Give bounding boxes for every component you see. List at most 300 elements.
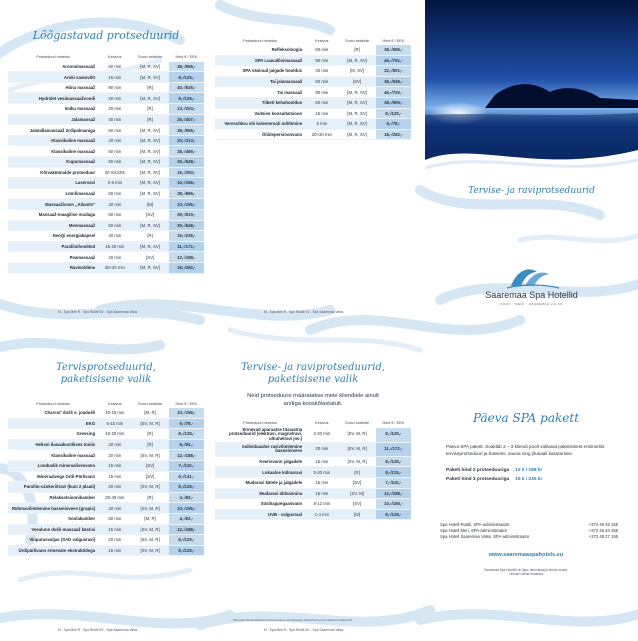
price-row-3 [428,477,624,482]
table-cell: Tai jalamassaaž [215,76,305,87]
table-cell: [R] [131,429,168,440]
table-cell: 60 min [305,45,338,55]
table-cell: 90 min [98,82,131,93]
table-cell: 15 min [305,477,338,488]
table-row [215,108,411,119]
table-cell: Keerisvann jalgadele [215,456,305,467]
table-cell: 15 min [98,545,131,556]
panel5-title-line1: Tervise- ja raviprotseduurid, [241,362,385,373]
table-cell: [SV] [131,460,168,471]
table-cell: [R] [131,82,168,93]
table-cell: 60 min [98,209,131,220]
panel5-title-line2: paketisisene valik [267,373,359,385]
table-cell: Süsihappegaasvann [215,499,305,510]
table-cell: 5 min [305,119,338,130]
table-row [8,220,204,231]
table-cell: 8,-/125,- [169,482,204,493]
table-cell: Parafiin-ozokeriitravi (kuni 2 plaati) [8,482,98,493]
table-cell: [M, R, SV] [131,167,168,178]
health-procedures-table [8,399,204,556]
table-cell: Relaksatsioonikamber [8,492,98,503]
table-row [8,460,204,471]
table-cell: 13,-/203,- [169,104,204,115]
table-cell: [M, R, SV] [131,62,168,72]
table-cell: [M] [131,199,168,210]
table-row [8,209,204,220]
table-cell: 20 min [98,482,131,493]
table-row [215,129,411,140]
table-cell: 15 min [305,108,338,119]
panel1-title: Lõõgastavad protseduurid [32,29,180,42]
table-cell: 12,-/188,- [169,252,204,263]
table-cell: 38,-/595,- [376,97,411,108]
table-cell: 38,-/595,- [376,45,411,55]
column-header: Hind € / EEK [175,401,198,406]
night-lake-photo [425,0,638,175]
brand-logo-icon [503,262,563,292]
treatment-procedures-panel [215,362,411,602]
table-cell: [SV, M, R] [131,535,168,546]
table-cell: 20+20 min [305,129,338,140]
table-cell: 5,-/78,- [169,418,204,429]
table-cell: 35,-/548,- [376,76,411,87]
table-row [8,135,204,146]
hotel-contact-row [440,534,618,540]
table-cell: [SV] [338,76,375,87]
table-cell: [SV] [131,209,168,220]
table-cell: [R] [131,492,168,503]
table-cell: [SV, M] [338,488,375,499]
table-row [8,262,204,273]
table-cell: Klassikaline massaaž [8,146,98,157]
table-row [215,499,411,510]
table-row [215,456,411,467]
table-row [8,439,204,450]
table-cell: [M, SV] [338,66,375,77]
table-cell: [SV, M, R] [131,524,168,535]
column-header: Soovi andekte [138,401,163,406]
table-cell: 9,-/141,- [169,471,204,482]
column-header: Hind € / EEK [382,421,405,426]
table-cell: Gressing [8,429,98,440]
website-link[interactable]: www.saaremaaspahotels.eu [488,551,564,558]
table-cell: 60 min [305,97,338,108]
table-cell: [M, R, SV] [131,93,168,104]
table-cell: [SV] [131,252,168,263]
table-cell: [R] [338,45,375,55]
table-cell: [SV, M, R] [338,442,375,456]
cover-subtitle: Tervise- ja raviprotseduurid [468,186,595,196]
table-cell: 10,-/156,- [169,178,204,189]
panel5-footnote-2: M - Spa Meri R - Spa Rüütli SV - Spa Saaremaa Valss [264,628,344,632]
table-row [8,199,204,210]
table-cell: 60 min [98,156,131,167]
price-3-value: 15 € / 235 kr [515,476,543,482]
table-cell: 18,-/282,- [376,129,411,140]
table-cell: 8,-/125,- [169,429,204,440]
table-cell: Massaaživann „Atlantis" [8,199,98,210]
table-cell: 12,-/188,- [169,524,204,535]
table-cell: [R] [131,104,168,115]
table-cell: [SV, M, R] [131,503,168,514]
table-row [8,408,204,418]
table-cell: [R] [338,467,375,478]
table-row [215,428,411,443]
table-cell: 90 min [305,87,338,98]
table-row [215,477,411,488]
table-cell: SPA Luavalõvimassaaž [215,55,305,66]
table-cell: 15,-/235,- [169,231,204,242]
table-cell: 8,-/125,- [376,467,411,478]
table-cell: 15 min [305,456,338,467]
column-header: Protseduuri nimetus [243,38,277,43]
table-cell: [R] [131,114,168,125]
table-row [8,125,204,136]
table-row [8,482,204,493]
table-row [215,55,411,66]
table-cell: 10,-/156,- [376,499,411,510]
table-row [8,492,204,503]
table-cell: 60 min [98,188,131,199]
table-cell: Lokaalne külmaravi [215,467,305,478]
table-cell: 8,-/125,- [169,535,204,546]
table-cell: 4,-/63,- [169,492,204,503]
table-cell: 8,-/125,- [376,108,411,119]
table-cell: 6,-/94,- [169,439,204,450]
brand-name: Saaremaa Spa Hotellid [485,290,578,300]
table-cell: 15 min [98,72,131,83]
table-cell: [SV, M, R] [131,545,168,556]
table-cell: Klassikaline massaaž [8,450,98,461]
hotel-contacts [428,522,624,540]
table-cell: 18,-/282,- [169,262,204,273]
table-cell: 60 min [98,146,131,157]
table-cell: 90 min [305,55,338,66]
table-cell: 20,-/313,- [169,135,204,146]
table-row [8,535,204,546]
table-row [8,231,204,242]
panel4-title-line2: paketisisene valik [60,373,152,385]
column-header: Kestvus [108,55,122,60]
table-cell: [M, R, SV] [131,72,168,83]
table-cell: Imiku massaaž [8,104,98,115]
table-cell: [M, R, SV] [338,108,375,119]
table-cell: [M, R, SV] [338,87,375,98]
table-cell: 8-12 min [305,499,338,510]
table-cell: 40 min [98,231,131,242]
panel5-footnote-1: * Erinevatel füsioteraapilistel protseduurudel on eri kestvused, sõltuvalt arsti poolt määratud raviskeemist. [232,619,353,622]
table-cell: Hiina massaaž [8,82,98,93]
table-cell: 8,-/125,- [376,456,411,467]
table-row [215,87,411,98]
table-cell: Charcot' dušš e. joadušš [8,408,98,418]
table-cell: 40 min [98,135,131,146]
panel5-note: Neid protseduure määratakse meie kliendiele ainult arstiga kooskõlastatult. [247,393,379,407]
table-cell: 8,-/125,- [376,509,411,520]
panel6-title: Päeva SPA pakett [472,412,580,425]
column-header: Kestvus [108,401,122,406]
table-cell: 15 min [98,524,131,535]
table-cell: Jalatallamassaaž ürdipalmaniga [8,125,98,136]
table-cell: Erinevad aparaatse füsiaatria protseduurid (elektravi, magnetravi, ultrahelravi jne.) [215,428,305,443]
panel6-body: Päeva SPA pakett. Soaklab 2 – 3 kliendi poolt valitavat paketisisest erinimelist terviseprotseduuri ja basseini, sauna ning jõusaali kasutamise. [446,443,605,456]
table-row [8,62,204,72]
table-cell: 40 min [98,114,131,125]
table-cell: [M, R, SV] [338,97,375,108]
table-cell: [M, R, SV] [131,146,168,157]
table-cell: EKG [8,418,98,429]
hotel-name: Spa Hotell Meri, SPA-administraator [440,527,507,533]
table-cell: SPA väsinud jalgade hooldus [215,66,305,77]
table-cell: [M, R, SV] [131,178,168,189]
table-row [215,442,411,456]
table-cell: 20 min [98,535,131,546]
table-cell: [M, R, SV] [131,262,168,273]
table-cell: 11,-/172,- [169,241,204,252]
panel2-footnote: M - Spa Meri R - Spa Rüütli SV - Spa Saaremaa Valss [264,310,344,314]
table-cell: [M, R, SV] [338,119,375,130]
table-cell: Hydrolet vesimassaažvoodi [8,93,98,104]
table-cell: 2-20 min [305,428,338,443]
hotel-phone[interactable]: +372 45 27 155 [588,533,618,539]
table-cell: 20 min/2tk [98,167,131,178]
table-cell: 20 min [305,442,338,456]
table-cell: 12,-/188,- [169,450,204,461]
relaxing-procedures-table-2 [215,36,411,140]
table-cell: 7,-/110,- [376,477,411,488]
table-row [8,104,204,115]
table-cell: NeoQi energiakapsel [8,231,98,242]
table-cell: Ravivoldime [8,262,98,273]
table-cell: Kupumassaaž [8,156,98,167]
table-row [8,82,204,93]
table-cell: Peamassaaž [8,252,98,263]
table-cell: Helisoi ϐasaakustilises toolis [8,439,98,450]
table-row [8,471,204,482]
table-row [215,509,411,520]
table-cell: [M, R, SV] [131,241,168,252]
table-cell: Parafiinihoolitsd [8,241,98,252]
table-cell: 38,-/595,- [169,188,204,199]
table-cell: 38,-/595,- [169,62,204,72]
table-cell: [M, R, SV] [338,55,375,66]
health-procedures-panel [8,362,204,592]
table-cell: 38,-/469,- [169,146,204,157]
table-cell: [M, R] [131,513,168,524]
hotel-name: Spa Hotell Saaremaa Valss, SPA-administraator [440,533,530,539]
table-cell: 6-15 min [98,418,131,429]
table-cell: 8,-/125,- [376,428,411,443]
table-row [215,66,411,77]
table-cell: 4,-/63,- [169,513,204,524]
table-cell: Tiibeti kehahooldus [215,97,305,108]
table-row [215,119,411,130]
relaxing-procedures-table [8,53,204,274]
table-cell: 32,-/501,- [376,66,411,77]
price-2-label: Paketi hind 2 protseduuriga [446,467,510,473]
table-cell: [SV, M, R] [338,456,375,467]
table-row [8,241,204,252]
table-cell: 35,-/548,- [169,156,204,167]
table-row [215,488,411,499]
table-cell: Aroki vastuvõtt [8,72,98,83]
table-cell: [M, R, SV] [338,129,375,140]
price-row-2 [428,468,624,473]
table-cell: 20+20 min [98,262,131,273]
table-cell: 60 min [305,76,338,87]
table-cell: Öliidspersioonvann [215,129,305,140]
table-cell: 15 min [98,471,131,482]
table-row [8,545,204,556]
table-cell: [SV] [338,499,375,510]
table-cell: 40,-/626,- [169,82,204,93]
table-row [215,45,411,55]
table-cell: [SV, M, R] [338,428,375,443]
table-cell: 7,-/110,- [169,460,204,471]
panel6-fineprint-2: Hinnad võivad muutuda [509,571,543,576]
table-cell: 20 min [98,439,131,450]
table-cell: [M, R, SV] [131,156,168,167]
table-cell: Looduslik mineraalivesvann [8,460,98,471]
table-cell: Lümfimassaaž [8,188,98,199]
table-cell: Aroomimassaaž [8,62,98,72]
table-row [215,76,411,87]
table-row [215,97,411,108]
day-spa-package-panel [428,412,624,634]
table-row [215,467,411,478]
table-cell: 11,-/172,- [376,442,411,456]
table-row [8,450,204,461]
table-row [8,72,204,83]
table-cell: 20-40 min [98,492,131,503]
table-cell: 46,-/720,- [376,87,411,98]
table-row [8,167,204,178]
column-header: Hind € / EEK [382,38,405,43]
table-cell: 60 min [98,62,131,72]
table-cell: 35,-/548,- [169,220,204,231]
table-cell: [SV, M, R] [131,450,168,461]
table-cell: [M, R, SV] [131,135,168,146]
table-cell: Mudaravi kätele ja jalgadele [215,477,305,488]
relaxing-procedures-panel [8,18,204,318]
column-header: Soovi andekte [138,55,163,60]
table-cell: [SV] [338,477,375,488]
table-row [8,178,204,189]
table-cell: 10-20 min [98,429,131,440]
table-cell: Rühmavõimlemine basseinivees (grupis) [8,503,98,514]
panel1-footnote: M - Spa Meri R - Spa Rüütli SV - Spa Saaremaa Valss [58,310,138,314]
table-cell: 38,-/595,- [169,125,204,136]
table-cell: [M, R, SV] [131,220,168,231]
table-cell: 10,-/156,- [169,503,204,514]
table-cell: [M] [338,509,375,520]
table-cell: 39,-/610,- [169,209,204,220]
table-cell: [M, R] [131,408,168,418]
column-header: Soovi andekte [345,38,370,43]
column-header: Kestvus [315,421,329,426]
table-cell: 8,-/125,- [169,72,204,83]
table-cell: Tai massaaž [215,87,305,98]
table-cell: 20 min [98,503,131,514]
hotel-phone[interactable]: +372 45 48 155 [588,521,618,527]
table-cell: UVB - valgusravi [215,509,305,520]
table-header-row [215,36,411,45]
table-row [8,524,204,535]
table-cell: 5,-/78,- [376,119,411,130]
brand-tagline: KODU · MERI · SAAREMAA VALSS [500,302,563,306]
cover-panel [425,0,638,320]
price-2-value: 12 € / 188 kr [515,467,543,473]
table-cell: Meemassaaž [8,220,98,231]
table-cell: 8,-/125,- [169,545,204,556]
table-cell: 10-15 min [98,408,131,418]
table-cell: [SV] [131,471,168,482]
table-header-row [8,399,204,408]
table-cell: Veresuhkru või kolesterooli mõõtmine [215,119,305,130]
column-header: Hind € / EEK [175,55,198,60]
table-cell: Mineraalvega Ordi-Pärlivann [8,471,98,482]
table-cell: Individuaalne ravivõimlemine basseinivees [215,442,305,456]
table-row [8,503,204,514]
table-cell: Vaiteise konsultatsioon [215,108,305,119]
table-cell: Veealune dušš-massaaž kästisi [8,524,98,535]
panel6-fineprint-1: Saaremaa Spa Hotellid on läpu: lennutavaj ja õmolu musta. [484,567,568,572]
table-cell: 15 min [98,460,131,471]
table-cell: 26,-/407,- [169,114,204,125]
table-row [8,156,204,167]
table-cell: [SV, M, R] [131,418,168,429]
column-header: Protseduuri nimetus [243,421,277,426]
price-3-label: Paketi hind 3 protseduuriga [446,476,510,482]
table-cell: Mudaravi üldvannina [215,488,305,499]
table-cell: Soolakamber [8,513,98,524]
table-cell: Massaaž-maagilise mudaga [8,209,98,220]
table-cell: 10,-/156,- [169,408,204,418]
hotel-phone[interactable]: +372 45 33 155 [588,527,618,533]
table-header-row [215,419,411,428]
table-cell: 50 min [98,513,131,524]
table-cell: 15-20 min [98,241,131,252]
table-row [8,114,204,125]
table-cell: 10,-/156,- [169,199,204,210]
table-cell: 12,-/188,- [376,488,411,499]
table-cell: [R] [131,231,168,242]
table-cell: 8,-/125,- [169,93,204,104]
table-cell: Ürdipärlivann erinevate ekstraktidega [8,545,98,556]
table-cell: 46,-/751,- [376,55,411,66]
table-cell: [M, R, SV] [131,188,168,199]
table-cell: [R] [131,439,168,450]
table-cell: Laservavi [8,178,98,189]
table-cell: Kõrvaküünalde protseduur [8,167,98,178]
table-cell: Klassikaline massaaž [8,135,98,146]
table-header-row [8,53,204,62]
column-header: Soovi andekte [345,421,370,426]
relaxing-procedures-continued-panel [215,36,411,176]
table-cell: 60 min [98,220,131,231]
panel4-footnote: M - Spa Meri R - Spa Rüütli SV - Spa Saaremaa Valss [58,628,138,632]
table-cell: 60 min [98,125,131,136]
hotel-name: Spa Hotell Rüütli, SPA-administraator [440,521,510,527]
table-row [8,252,204,263]
table-cell: [SV, M, R] [131,482,168,493]
table-cell: 16,-/250,- [169,167,204,178]
table-cell: 40 min [305,66,338,77]
table-cell: 15 min [305,488,338,499]
table-cell: 20 min [98,199,131,210]
table-row [8,93,204,104]
treatment-procedures-table [215,419,411,521]
